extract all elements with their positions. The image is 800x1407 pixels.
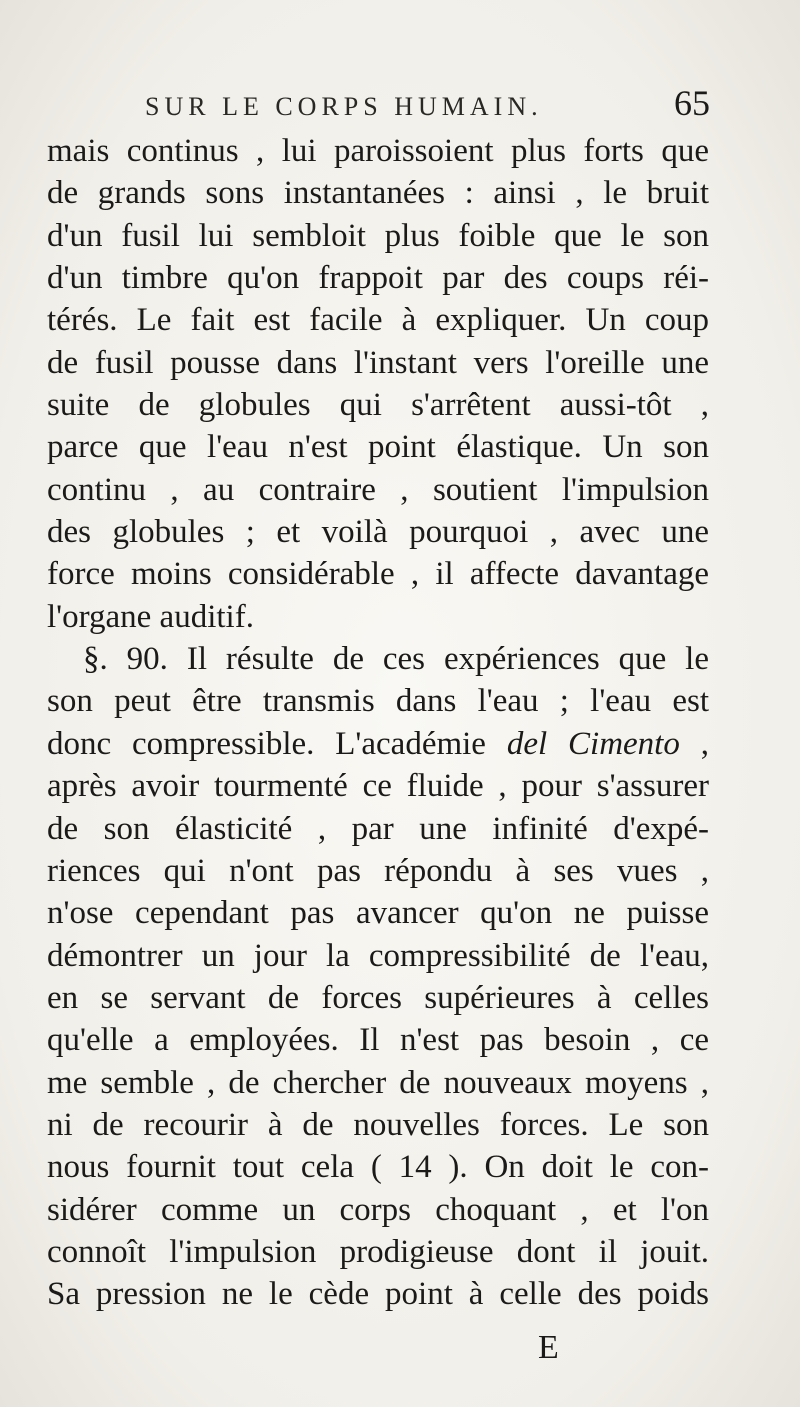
text-line: parce que l'eau n'est point élastique. Un son (47, 429, 709, 466)
text-line: de fusil pousse dans l'instant vers l'oreille une (47, 344, 709, 381)
text-line: qu'elle a employées. Il n'est pas besoin , ce (47, 1022, 709, 1059)
text-line: connoît l'impulsion prodigieuse dont il jouit. (47, 1233, 709, 1270)
text-line: des globules ; et voilà pourquoi , avec une (47, 514, 709, 551)
text-line: d'un timbre qu'on frappoit par des coups réi- (47, 260, 709, 297)
signature-mark: E (538, 1329, 559, 1366)
text-line: térés. Le fait est facile à expliquer. Un coup (47, 302, 709, 339)
page-header (145, 82, 710, 128)
text-line: nous fournit tout cela ( 14 ). On doit le con- (47, 1149, 709, 1186)
text-line: continu , au contraire , soutient l'impulsion (47, 471, 709, 508)
text-line: ni de recourir à de nouvelles forces. Le son (47, 1106, 709, 1143)
text-line: de son élasticité , par une infinité d'expé- (47, 810, 709, 847)
running-title: SUR LE CORPS HUMAIN. (145, 92, 543, 121)
line-text: , (679, 725, 709, 762)
text-line: de grands sons instantanées : ainsi , le bruit (47, 175, 709, 212)
section-start-line: §. 90. Il résulte de ces expériences que le (83, 641, 709, 678)
text-line: sidérer comme un corps choquant , et l'on (47, 1191, 709, 1228)
text-line: force moins considérable , il affecte davantage (47, 556, 709, 593)
paragraph-end-line: l'organe auditif. (47, 598, 254, 635)
text-line: mais continus , lui paroissoient plus forts que (47, 133, 709, 169)
text-line: riences qui n'ont pas répondu à ses vues , (47, 852, 709, 889)
text-line: après avoir tourmenté ce fluide , pour s'assurer (47, 768, 709, 805)
text-line: suite de globules qui s'arrêtent aussi-tôt , (47, 387, 709, 424)
text-line-with-italic (47, 723, 709, 765)
text-line: n'ose cependant pas avancer qu'on ne puisse (47, 895, 709, 932)
text-line: Sa pression ne le cède point à celle des poids (47, 1276, 709, 1313)
text-line: en se servant de forces supérieures à celles (47, 979, 709, 1016)
text-line: démontrer un jour la compressibilité de l'eau, (47, 937, 709, 974)
text-line: son peut être transmis dans l'eau ; l'eau est (47, 683, 709, 720)
text-line: me semble , de chercher de nouveaux moyens , (47, 1064, 709, 1101)
body-text (47, 130, 709, 1316)
line-text: donc compressible. L'académie (47, 725, 507, 762)
page-number: 65 (674, 83, 710, 123)
text-line: d'un fusil lui sembloit plus foible que le son (47, 217, 709, 254)
italic-term: del Cimento (506, 725, 680, 762)
